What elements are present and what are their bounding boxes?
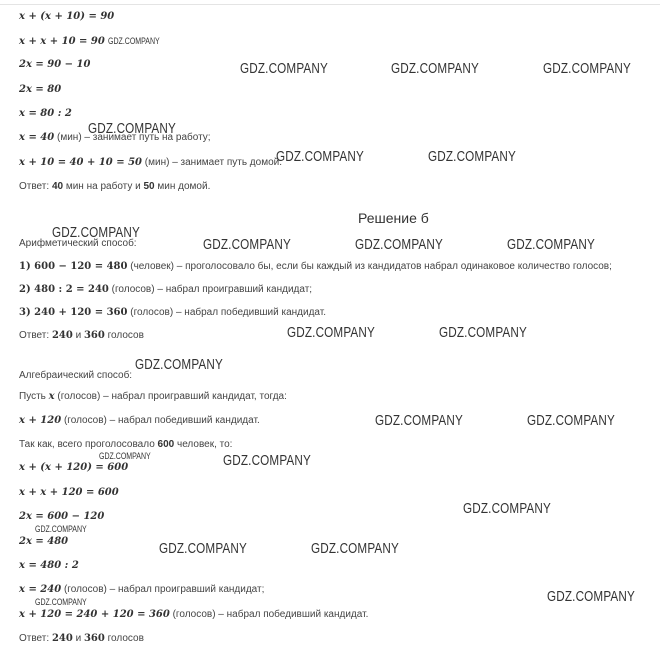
- watermark: GDZ.COMPANY: [276, 148, 364, 165]
- result-line: x = 40 (мин) – занимает путь на работу;: [19, 132, 211, 143]
- result-line: x + 10 = 40 + 10 = 50 (мин) – занимает путь домой.: [19, 157, 282, 168]
- result-line: x + 120 = 240 + 120 = 360 (голосов) – набрал победивший кандидат.: [19, 609, 369, 620]
- equation-line: x + (x + 10) = 90: [19, 11, 115, 22]
- watermark: GDZ.COMPANY: [52, 224, 140, 241]
- watermark: GDZ.COMPANY: [428, 148, 516, 165]
- watermark-small: GDZ.COMPANY: [107, 36, 160, 46]
- watermark: GDZ.COMPANY: [547, 588, 635, 605]
- top-divider: [0, 0, 660, 5]
- watermark-small: GDZ.COMPANY: [99, 451, 151, 461]
- text-line: x + 120 (голосов) – набрал победивший кандидат.: [19, 415, 260, 426]
- equation-line: 2x = 90 − 10: [19, 59, 91, 70]
- method-title: Арифметический способ:: [19, 238, 137, 249]
- watermark: GDZ.COMPANY: [223, 452, 311, 469]
- result-line: x = 240 (голосов) – набрал проигравший кандидат;: [19, 584, 265, 595]
- section-heading: Решение б: [358, 210, 429, 226]
- watermark: GDZ.COMPANY: [543, 60, 631, 77]
- text-line: Пусть x (голосов) – набрал проигравший кандидат, тогда:: [19, 391, 287, 402]
- equation-line: x + (x + 120) = 600: [19, 462, 129, 473]
- step-line: 1) 600 − 120 = 480 (человек) – проголосовало бы, если бы каждый из кандидатов набрал одинаковое количество голосов;: [19, 261, 612, 272]
- step-line: 2) 480 : 2 = 240 (голосов) – набрал проигравший кандидат;: [19, 284, 313, 295]
- method-title: Алгебраический способ:: [19, 370, 133, 381]
- watermark: GDZ.COMPANY: [240, 60, 328, 77]
- watermark: GDZ.COMPANY: [507, 236, 595, 253]
- watermark: GDZ.COMPANY: [391, 60, 479, 77]
- watermark: GDZ.COMPANY: [287, 324, 375, 341]
- watermark: GDZ.COMPANY: [527, 412, 615, 429]
- watermark: GDZ.COMPANY: [135, 356, 223, 373]
- watermark: GDZ.COMPANY: [355, 236, 443, 253]
- watermark: GDZ.COMPANY: [463, 500, 551, 517]
- watermark: GDZ.COMPANY: [88, 120, 176, 137]
- equation-line: 2x = 80: [19, 84, 62, 95]
- watermark: GDZ.COMPANY: [439, 324, 527, 341]
- equation-line: x = 80 : 2: [19, 108, 72, 119]
- watermark: GDZ.COMPANY: [203, 236, 291, 253]
- equation-line: 2x = 600 − 120: [19, 511, 105, 522]
- watermark: GDZ.COMPANY: [375, 412, 463, 429]
- equation-line: x + x + 120 = 600: [19, 487, 119, 498]
- answer-line: Ответ: 240 и 360 голосов: [19, 330, 144, 341]
- watermark-small: GDZ.COMPANY: [35, 597, 87, 607]
- text-line: Так как, всего проголосовало 600 человек, то:: [19, 439, 233, 450]
- watermark-small: GDZ.COMPANY: [35, 524, 87, 534]
- watermark: GDZ.COMPANY: [159, 540, 247, 557]
- equation-line: x + x + 10 = 90 GDZ.COMPANY: [19, 36, 160, 47]
- equation-line: x = 480 : 2: [19, 560, 79, 571]
- answer-line: Ответ: 40 мин на работу и 50 мин домой.: [19, 181, 211, 192]
- answer-line: Ответ: 240 и 360 голосов: [19, 633, 144, 644]
- watermark: GDZ.COMPANY: [311, 540, 399, 557]
- equation-line: 2x = 480: [19, 536, 69, 547]
- step-line: 3) 240 + 120 = 360 (голосов) – набрал победивший кандидат.: [19, 307, 327, 318]
